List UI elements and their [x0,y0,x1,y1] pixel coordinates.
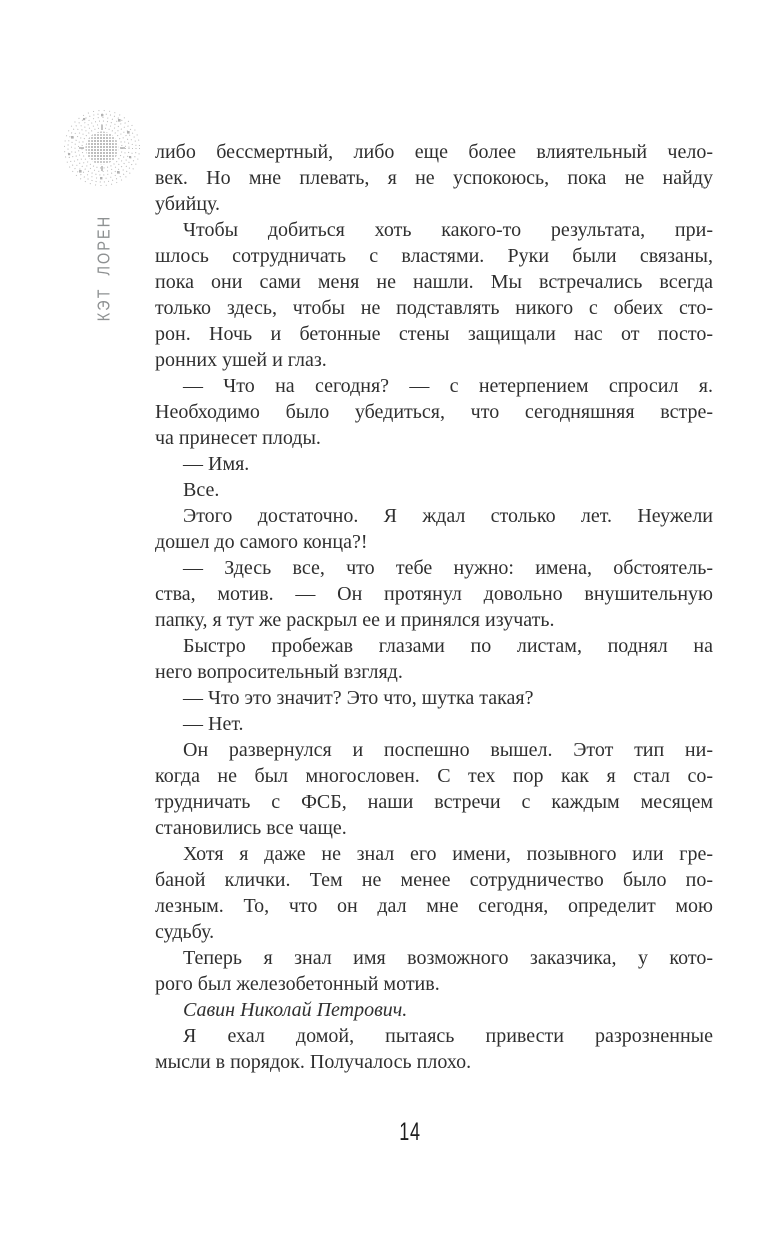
text-line: когда не был многословен. С тех пор как я стал со- [155,765,713,787]
text-line: Все. [183,479,220,501]
text-line: мысли в порядок. Получалось плохо. [155,1051,472,1073]
text-line: — Здесь все, что тебе нужно: имена, обстоятель- [183,557,713,579]
text-line: судьбу. [155,921,215,943]
text-line: либо бессмертный, либо еще более влиятельный чело- [155,141,713,163]
text-line: — Нет. [183,713,244,735]
dotted-circle-ornament-icon [61,107,143,189]
text-line: Этого достаточно. Я ждал столько лет. Неужели [183,505,713,527]
text-line: шлось сотрудничать с властями. Руки были связаны, [155,245,713,267]
text-line: Савин Николай Петрович. [183,999,408,1021]
page-number: 14 [399,1118,421,1146]
text-line: только здесь, чтобы не подставлять никого с обеих сто- [155,297,713,319]
text-line: век. Но мне плевать, я не успокоюсь, пока не найду [155,167,713,189]
text-line: — Имя. [183,453,250,475]
body-text [155,139,713,1075]
text-line: Хотя я даже не знал его имени, позывного или гре- [183,843,713,865]
author-name-vertical: КЭТ ЛОРЕН [93,214,114,322]
text-line: него вопросительный взгляд. [155,661,403,683]
text-line: Я ехал домой, пытаясь привести разрозненные [183,1025,713,1047]
text-line: — Что это значит? Это что, шутка такая? [183,687,534,709]
text-line: баной клички. Тем не менее сотрудничество было по- [155,869,713,891]
text-line: Чтобы добиться хоть какого-то результата, при- [183,219,713,241]
text-line: убийцу. [155,193,221,215]
text-line: Теперь я знал имя возможного заказчика, у кото- [183,947,713,969]
text-line: трудничать с ФСБ, наши встречи с каждым месяцем [155,791,713,813]
text-line: ронних ушей и глаз. [155,349,327,371]
text-line: дошел до самого конца?! [155,531,368,553]
text-line: папку, я тут же раскрыл ее и принялся изучать. [155,609,555,631]
text-line: Быстро пробежав глазами по листам, поднял на [183,635,713,657]
text-line: рон. Ночь и бетонные стены защищали нас от посто- [155,323,713,345]
text-line: — Что на сегодня? — с нетерпением спросил я. [183,375,713,397]
text-line: рого был железобетонный мотив. [155,973,440,995]
text-line: ства, мотив. — Он протянул довольно внушительную [155,583,713,605]
text-line: становились все чаще. [155,817,347,839]
text-line: пока они сами меня не нашли. Мы встречались всегда [155,271,713,293]
text-line: ча принесет плоды. [155,427,321,449]
text-line: Он развернулся и поспешно вышел. Этот тип ни- [183,739,713,761]
text-line: лезным. То, что он дал мне сегодня, определит мою [155,895,713,917]
text-line: Необходимо было убедиться, что сегодняшняя встре- [155,401,713,423]
